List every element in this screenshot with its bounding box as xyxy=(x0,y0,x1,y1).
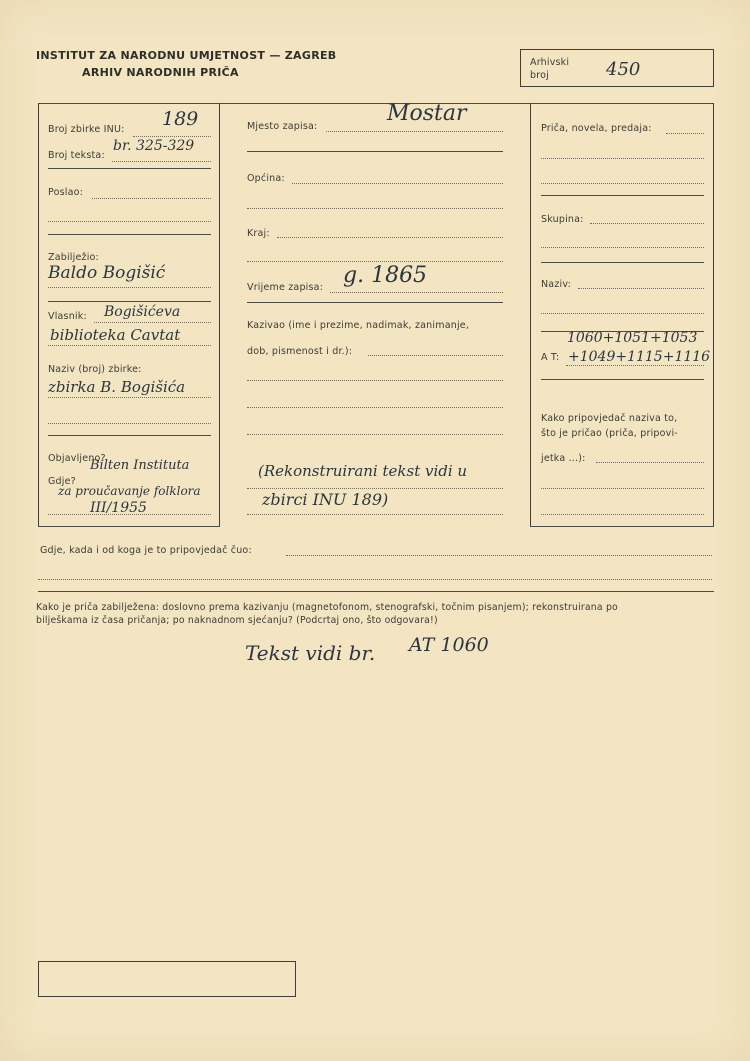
time-value: g. 1865 xyxy=(343,263,428,288)
bottom-sep xyxy=(38,591,714,592)
narrator-line-4 xyxy=(247,434,503,435)
left-sep-4 xyxy=(48,435,211,436)
region-label: Kraj: xyxy=(247,228,270,239)
where-heard-line-2 xyxy=(38,579,712,580)
narrator-name-label-2: što je pričao (priča, pripovi- xyxy=(541,428,678,439)
narrator-name-label-3: jetka ...): xyxy=(541,453,586,464)
narrator-label-2: dob, pismenost i dr.): xyxy=(247,346,353,357)
genre-line-1 xyxy=(541,158,704,159)
narrator-name-label-1: Kako pripovjedač naziva to, xyxy=(541,413,678,424)
municipality-line-2 xyxy=(247,208,503,209)
collection-name-line-2 xyxy=(48,423,211,424)
genre-line-0 xyxy=(666,133,704,134)
owner-value-2: biblioteka Cavtat xyxy=(50,326,181,344)
reconstruction-note-1: (Rekonstruirani tekst vidi u xyxy=(258,462,468,480)
region-line-2 xyxy=(247,261,503,262)
narrator-line-1 xyxy=(368,355,503,356)
text-number-value: br. 325-329 xyxy=(113,138,195,154)
how-recorded-line-1: Kako je priča zabilježena: doslovno prema kazivanju (magnetofonom, stenografski, točnim pisanjem); rekonstruirana po xyxy=(36,602,618,613)
archive-number-value: 450 xyxy=(606,59,641,80)
where-published-value-2: III/1955 xyxy=(90,500,147,516)
stamp-box xyxy=(38,961,296,997)
narrator-name-line-3 xyxy=(541,514,704,515)
text-number-label: Broj teksta: xyxy=(48,150,105,161)
recorded-by-value: Baldo Bogišić xyxy=(48,263,166,283)
narrator-line-6 xyxy=(247,514,503,515)
collection-name-label: Naziv (broj) zbirke: xyxy=(48,364,142,375)
archive-number-label: Arhivski broj xyxy=(530,57,570,81)
narrator-name-line-2 xyxy=(541,488,704,489)
reconstruction-note-2: zbirci INU 189) xyxy=(262,490,389,509)
genre-label: Priča, novela, predaja: xyxy=(541,123,652,134)
collection-name-value: zbirka B. Bogišića xyxy=(48,378,186,396)
left-box-divider xyxy=(219,103,220,527)
right-sep-2 xyxy=(541,262,704,263)
left-sep-3 xyxy=(48,301,211,302)
where-published-value-1: za proučavanje folklora xyxy=(58,484,201,498)
title-line-2 xyxy=(541,313,704,314)
at-values-2: +1049+1115+1116 xyxy=(568,349,711,365)
recorded-by-line xyxy=(48,287,211,288)
owner-line-2 xyxy=(48,345,211,346)
right-sep-1 xyxy=(541,195,704,196)
text-reference-at: AT 1060 xyxy=(409,634,489,656)
text-reference: Tekst vidi br. xyxy=(245,641,376,665)
narrator-label-1: Kazivao (ime i prezime, nadimak, zanimanje, xyxy=(247,320,470,331)
title-line-1 xyxy=(578,288,704,289)
where-heard-label: Gdje, kada i od koga je to pripovjedač čuo: xyxy=(40,545,252,556)
owner-label: Vlasnik: xyxy=(48,311,87,322)
collection-number-line xyxy=(133,136,211,137)
collection-number-label: Broj zbirke INU: xyxy=(48,124,125,135)
archive-title: ARHIV NARODNIH PRIČA xyxy=(82,66,239,79)
owner-value-1: Bogišićeva xyxy=(104,304,181,320)
time-label: Vrijeme zapisa: xyxy=(247,282,324,293)
narrator-name-line-1 xyxy=(596,462,704,463)
left-sep-2 xyxy=(48,234,211,235)
place-line xyxy=(326,131,503,132)
institute-title: INSTITUT ZA NARODNU UMJETNOST — ZAGREB xyxy=(36,49,337,62)
published-label: Objavljeno? xyxy=(48,453,106,464)
group-label: Skupina: xyxy=(541,214,584,225)
genre-line-2 xyxy=(541,183,704,184)
at-label: A T: xyxy=(541,352,560,363)
right-box-bottom xyxy=(530,526,714,527)
published-line xyxy=(48,514,211,515)
where-published-label: Gdje? xyxy=(48,476,76,487)
municipality-label: Općina: xyxy=(247,173,285,184)
sent-by-line-2 xyxy=(48,221,211,222)
how-recorded-line-2: bilješkama iz časa pričanja; po naknadnom sjećanju? (Podcrtaj ono, što odgovara!) xyxy=(36,615,438,626)
left-sep-1 xyxy=(48,168,211,169)
time-line xyxy=(330,292,503,293)
owner-line-1 xyxy=(94,322,211,323)
frame-right-line xyxy=(713,103,714,527)
narrator-line-2 xyxy=(247,380,503,381)
where-heard-line-1 xyxy=(286,555,712,556)
narrator-line-5 xyxy=(247,488,503,489)
middle-sep-2 xyxy=(247,302,503,303)
group-line-2 xyxy=(541,247,704,248)
region-line xyxy=(277,237,503,238)
right-sep-4 xyxy=(541,379,704,380)
group-line-1 xyxy=(590,223,704,224)
narrator-line-3 xyxy=(247,407,503,408)
collection-number-value: 189 xyxy=(162,108,199,130)
right-box-divider-a xyxy=(530,103,531,527)
published-value: Bilten Instituta xyxy=(90,458,190,473)
place-label: Mjesto zapisa: xyxy=(247,121,318,132)
text-number-line xyxy=(112,161,211,162)
frame-left-line xyxy=(38,103,39,527)
recorded-by-label: Zabilježio: xyxy=(48,252,99,263)
frame-top-line xyxy=(38,103,714,104)
middle-sep-1 xyxy=(247,151,503,152)
collection-name-line-1 xyxy=(48,397,211,398)
sent-by-label: Poslao: xyxy=(48,187,84,198)
at-line xyxy=(566,365,704,366)
sent-by-line-1 xyxy=(92,198,211,199)
at-values-1: 1060+1051+1053 xyxy=(567,330,698,346)
place-value: Mostar xyxy=(387,101,467,126)
municipality-line xyxy=(292,183,503,184)
title-label: Naziv: xyxy=(541,279,572,290)
left-box-bottom xyxy=(38,526,220,527)
